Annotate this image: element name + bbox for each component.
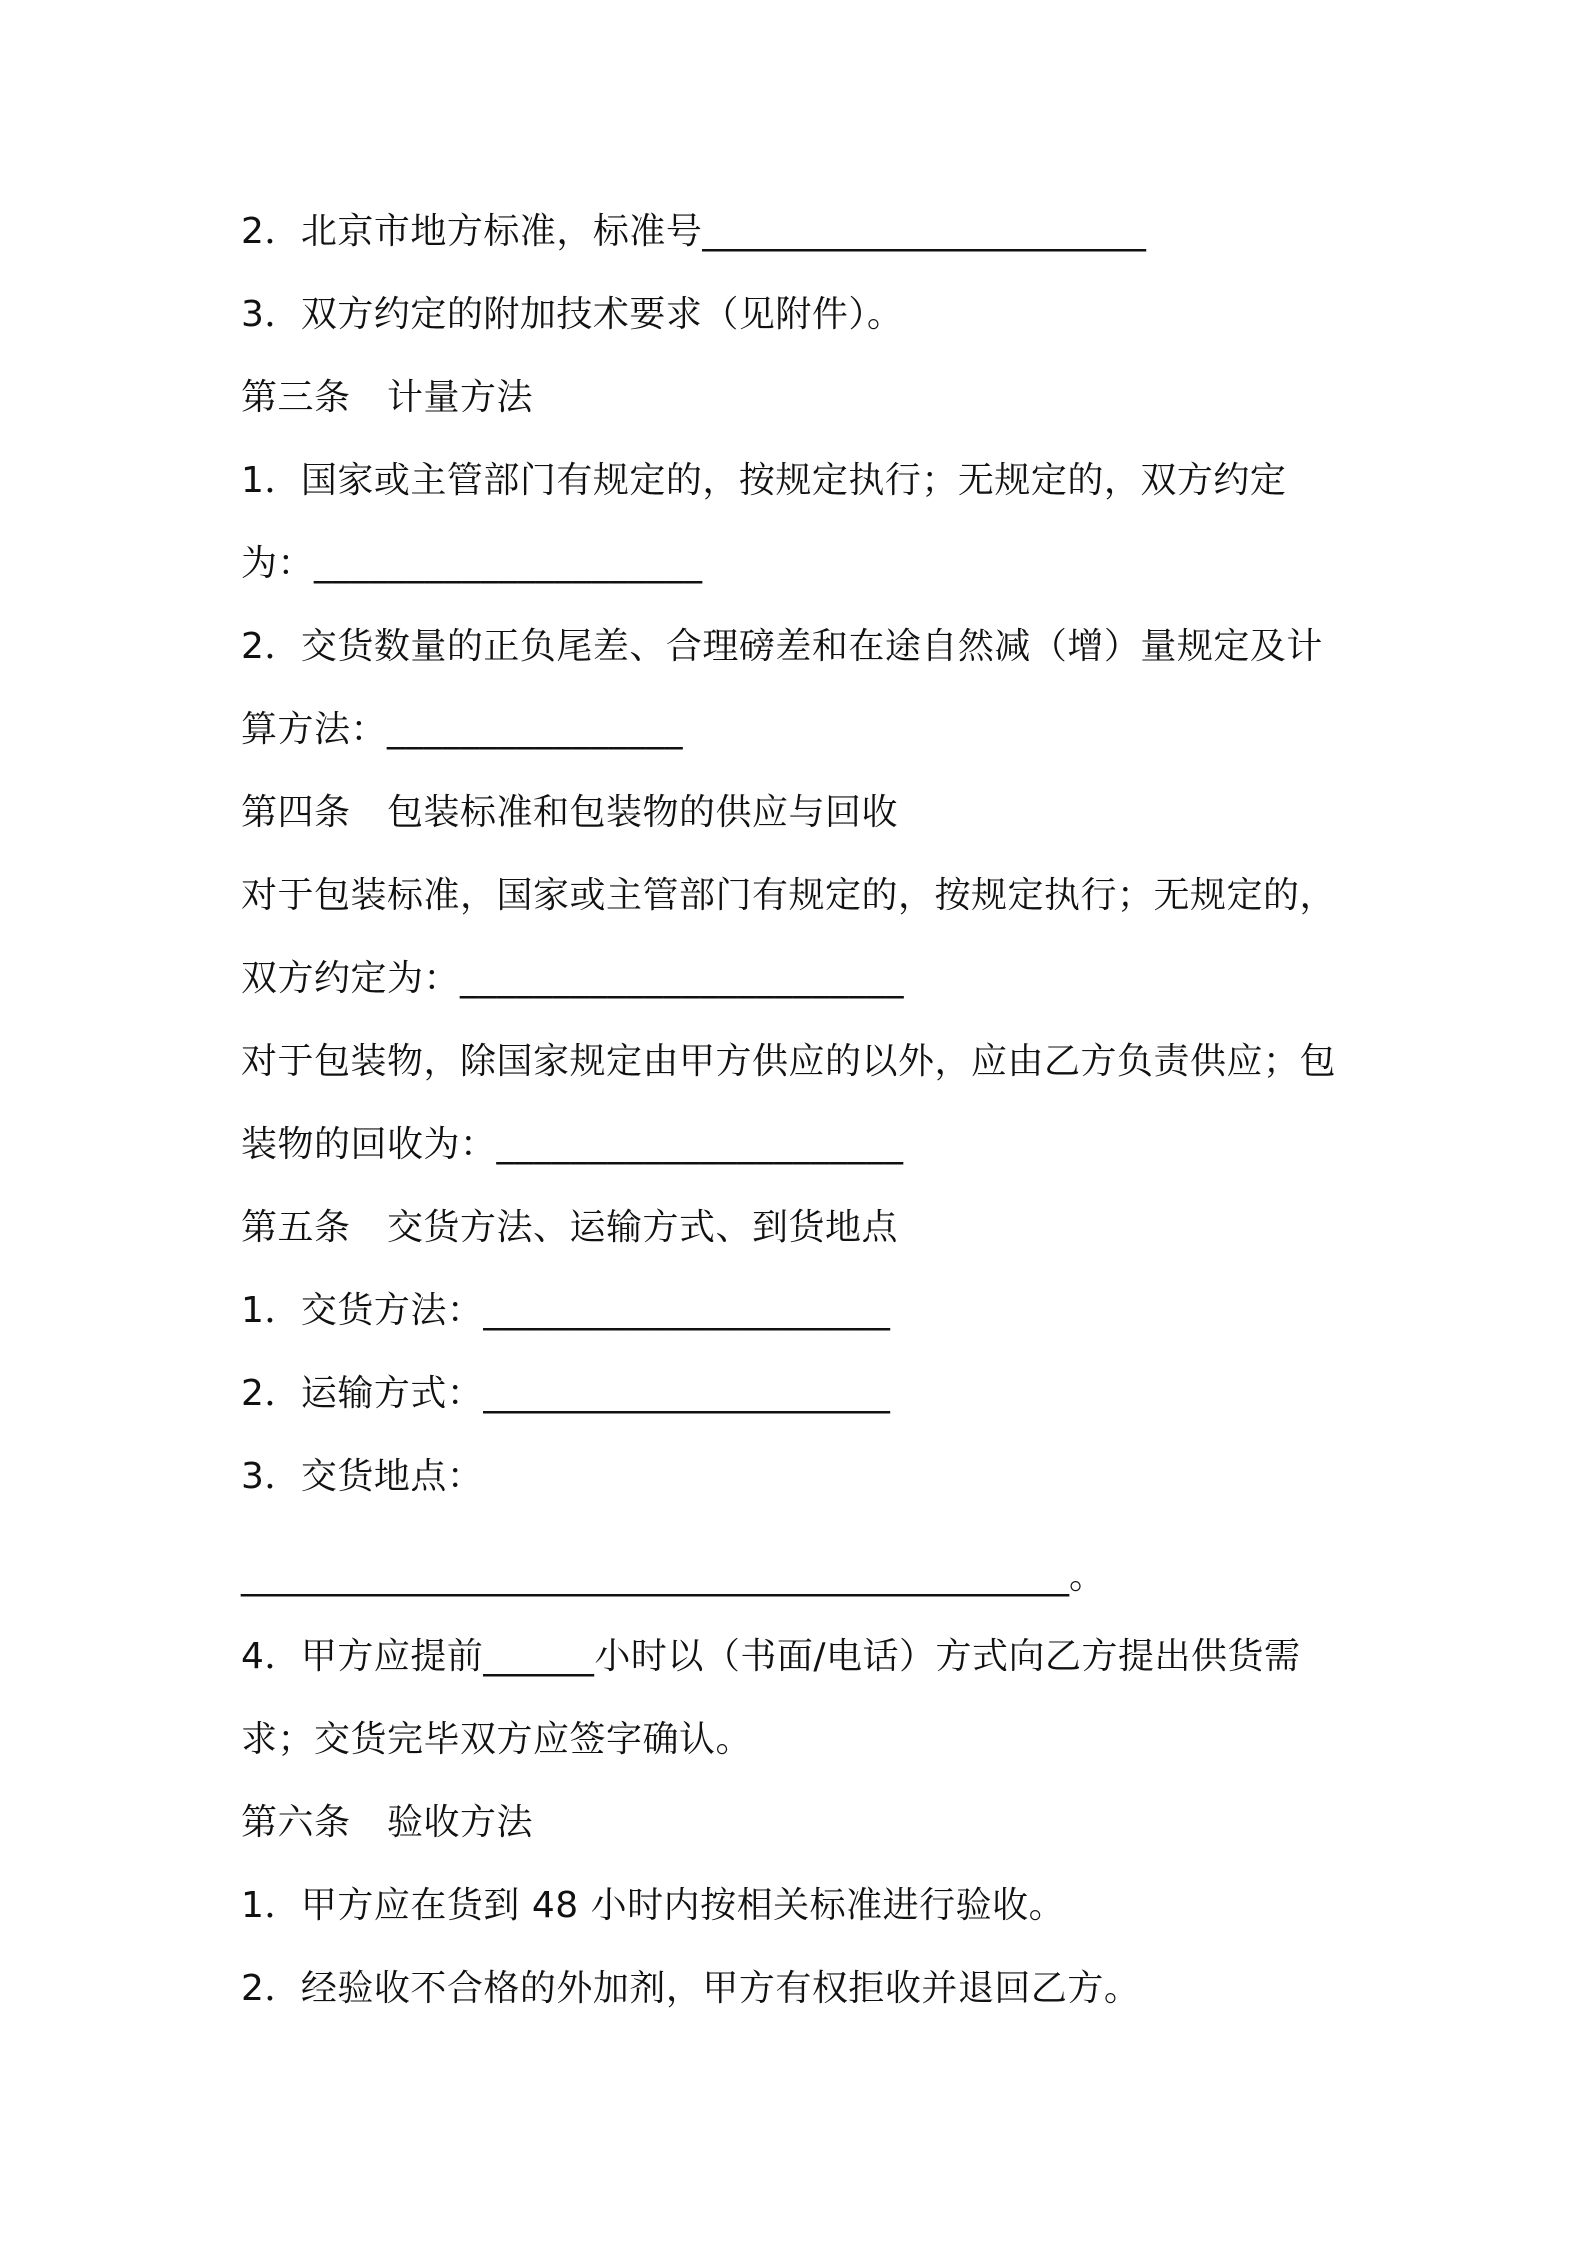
line-16: 3．交货地点： [241,1456,484,1497]
article-6-heading: 第六条 验收方法 [241,1802,534,1843]
line-12: 装物的回收为：______________________ [241,1124,904,1165]
line-14: 1．交货方法：______________________ [241,1290,891,1331]
line-4: 1．国家或主管部门有规定的，按规定执行；无规定的，双方约定 [241,460,1287,501]
line-19: 求；交货完毕双方应签字确认。 [241,1719,753,1760]
line-21: 1．甲方应在货到 48 小时内按相关标准进行验收。 [241,1885,1066,1926]
line-7: 算方法：________________ [241,709,684,750]
line-6: 2．交货数量的正负尾差、合理磅差和在途自然减（增）量规定及计 [241,626,1323,667]
line-15: 2．运输方式：______________________ [241,1373,891,1414]
line-10: 双方约定为：________________________ [241,958,905,999]
line-1: 2．北京市地方标准，标准号________________________ [241,211,1147,252]
line-22: 2．经验收不合格的外加剂，甲方有权拒收并退回乙方。 [241,1968,1141,2009]
line-5: 为：_____________________ [241,543,703,584]
article-3-heading: 第三条 计量方法 [241,377,534,418]
article-4-heading: 第四条 包装标准和包装物的供应与回收 [241,792,899,833]
line-18: 4．甲方应提前______小时以（书面/电话）方式向乙方提出供货需 [241,1636,1301,1677]
line-2: 3．双方约定的附加技术要求（见附件）。 [241,294,904,335]
line-11: 对于包装物，除国家规定由甲方供应的以外，应由乙方负责供应；包 [241,1041,1337,1082]
line-17: ______________________________________________。 [241,1556,1105,1597]
article-5-heading: 第五条 交货方法、运输方式、到货地点 [241,1207,899,1248]
line-9: 对于包装标准，国家或主管部门有规定的，按规定执行；无规定的， [241,875,1337,916]
